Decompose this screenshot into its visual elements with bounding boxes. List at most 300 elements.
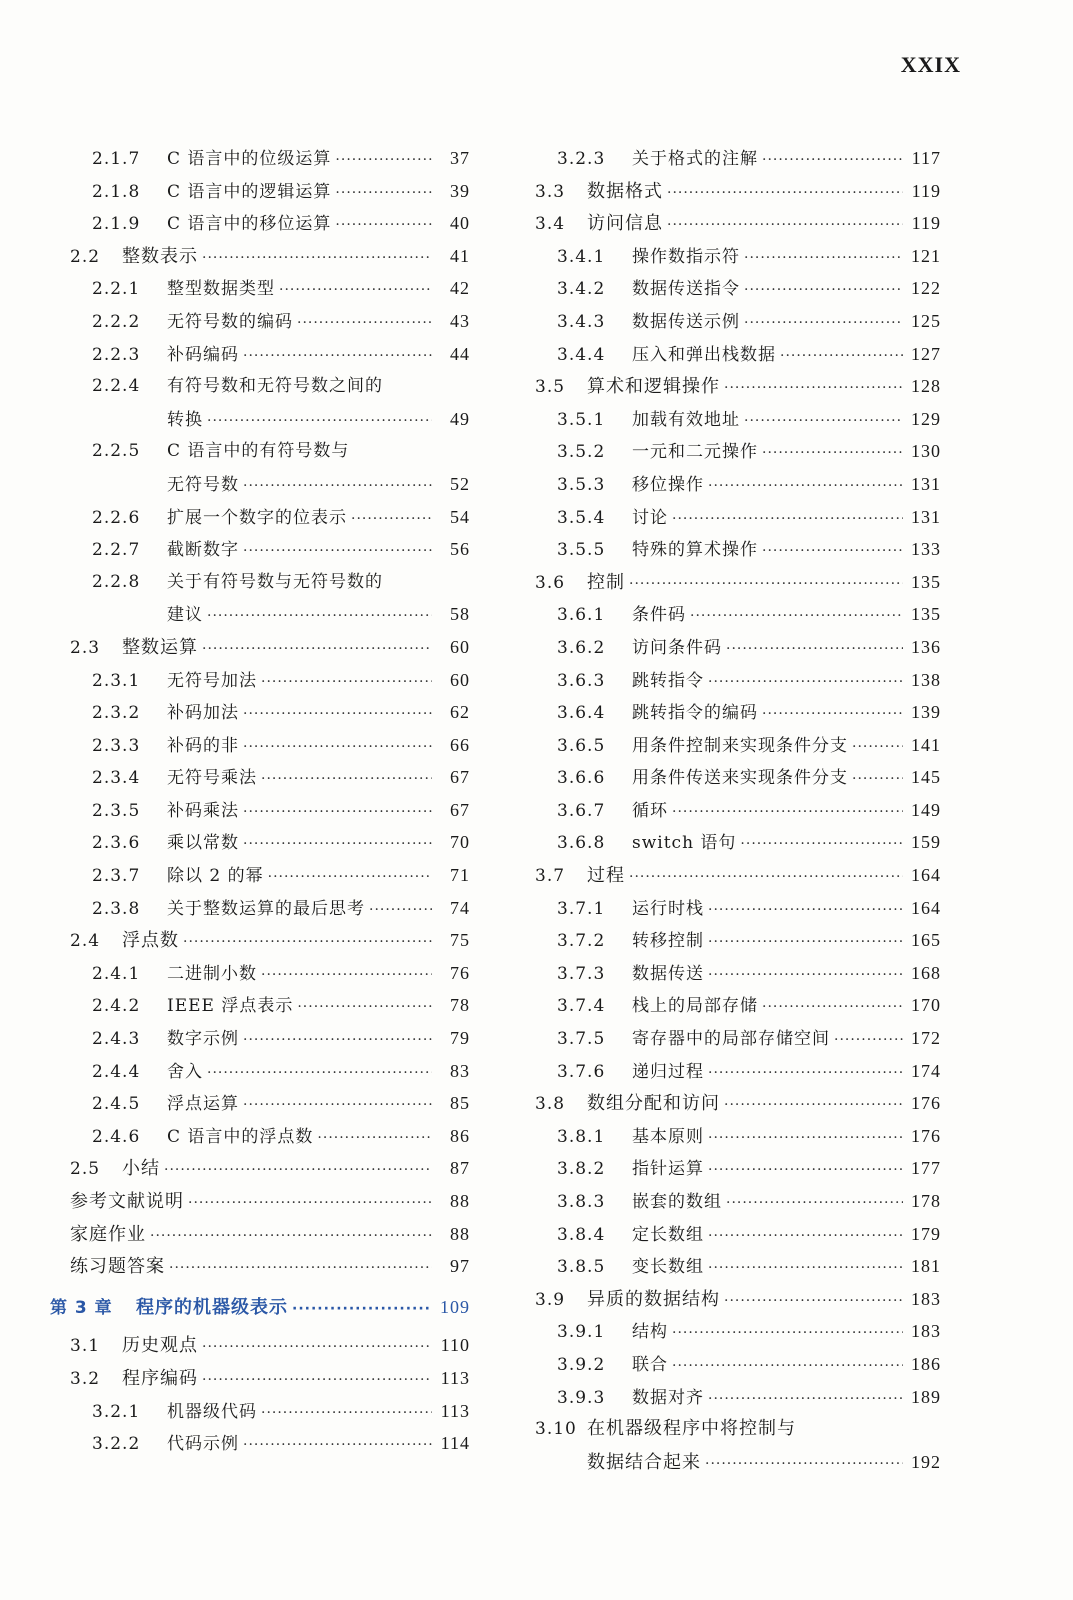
section-number: 2.2.2 [92,311,141,332]
section-title: C 语言中的浮点数 [167,1126,314,1147]
toc-entry[interactable] [70,1022,470,1055]
dot-leader [667,177,903,210]
page-ref: 87 [450,1158,470,1179]
dot-leader [335,144,432,177]
page-ref: 139 [911,702,941,723]
toc-entry[interactable] [535,859,941,892]
page-ref: 192 [911,1451,941,1472]
toc-entry[interactable] [70,240,470,273]
toc-entry[interactable] [535,761,941,794]
section-title: 操作数指示符 [632,246,740,267]
toc-entry[interactable] [535,533,941,566]
dot-leader [243,1024,432,1057]
toc-entry[interactable] [70,664,470,697]
section-title: C 语言中的移位运算 [167,214,332,235]
toc-entry[interactable] [535,305,941,338]
section-number: 2.4.5 [92,1094,141,1115]
section-title: 无符号数 [167,474,239,495]
section-title: 参考文献说明 [70,1191,184,1212]
dot-leader [243,1429,432,1462]
toc-entry[interactable] [70,696,470,729]
toc-entry[interactable] [70,826,470,859]
page-ref: 97 [450,1256,470,1277]
page-ref: 127 [911,343,941,364]
page-ref: 43 [450,310,470,331]
toc-entry[interactable] [535,729,941,762]
section-title: 算术和逻辑操作 [587,376,720,398]
section-title: 历史观点 [122,1335,198,1357]
page-ref: 133 [911,539,941,560]
section-number: 3.6 [535,572,566,593]
dot-leader [243,828,432,861]
section-title: 用条件控制来实现条件分支 [632,735,848,756]
dot-leader [169,1252,432,1285]
toc-entry[interactable] [535,1120,941,1153]
section-number: 2.4.4 [92,1061,141,1082]
section-title: C 语言中的逻辑运算 [167,181,332,202]
dot-leader [705,1448,903,1481]
section-title: 整数运算 [122,636,198,658]
section-number: 3.7.5 [557,1029,606,1050]
section-title: 程序编码 [122,1367,198,1389]
section-number: 3.9.1 [557,1322,606,1343]
section-title: 用条件传送来实现条件分支 [632,768,848,789]
page-ref: 121 [911,245,941,266]
section-title: 一元和二元操作 [632,442,758,463]
section-number: 3.8.3 [557,1192,606,1212]
section-number: 3.4.1 [557,246,606,267]
toc-entry[interactable] [70,566,470,599]
page-ref: 113 [440,1367,470,1388]
section-number: 2.3 [70,637,101,658]
section-number: 2.3.7 [92,866,141,887]
section-title: 指针运算 [632,1159,704,1180]
page-number: XXIX [900,52,961,77]
section-title: 访问信息 [587,213,663,235]
page-ref: 129 [911,408,941,429]
section-number: 3.6.6 [557,768,606,789]
dot-leader [202,242,432,275]
dot-leader [708,1057,903,1090]
dot-leader [207,1057,432,1090]
section-number: 3.4.4 [557,344,606,365]
section-number: 2.2.6 [92,507,141,528]
page-ref: 128 [911,376,941,397]
section-title: 递归过程 [632,1061,704,1082]
section-title: 整数表示 [122,245,198,267]
section-title: C 语言中的有符号数与 [167,441,350,462]
toc-entry[interactable] [70,859,470,892]
section-title: 加载有效地址 [632,409,740,430]
section-number: 2.2.4 [92,376,141,397]
section-title: 关于整数运算的最后思考 [167,898,365,919]
toc-entry[interactable] [70,468,470,501]
toc-entry[interactable] [70,598,470,631]
toc-entry[interactable] [535,826,941,859]
section-number: 2.4.2 [92,996,141,1017]
section-title: 补码的非 [167,735,239,756]
section-number: 2.3.3 [92,735,141,756]
dot-leader [629,568,903,601]
toc-entry[interactable] [70,142,470,175]
toc-entry[interactable] [535,924,941,957]
toc-entry[interactable] [535,696,941,729]
page-ref: 79 [450,1028,470,1049]
toc-entry[interactable] [535,1022,941,1055]
page-ref: 135 [911,604,941,625]
toc-entry[interactable] [70,272,470,305]
section-number: 3.5.3 [557,474,606,495]
section-title: 浮点运算 [167,1094,239,1115]
page-ref: 172 [911,1028,941,1049]
page-ref: 66 [450,734,470,755]
section-number: 3.4 [535,214,566,235]
page-ref: 40 [450,213,470,234]
toc-entry[interactable] [70,403,470,436]
section-title: 补码乘法 [167,800,239,821]
section-number: 3.9.3 [557,1387,606,1408]
section-title: 移位操作 [632,474,704,495]
section-number: 3.7.3 [557,963,606,984]
section-title: 数据传送指令 [632,279,740,300]
section-number: 2.1.9 [92,214,141,235]
section-number: 3.7 [535,866,566,887]
toc-entry[interactable] [70,533,470,566]
section-number: 3.8.5 [557,1257,606,1278]
page-ref: 39 [450,180,470,201]
toc-entry[interactable] [535,794,941,827]
toc-entry[interactable] [70,370,470,403]
toc-entry[interactable] [70,729,470,762]
toc-entry[interactable] [70,1120,470,1153]
toc-entry[interactable] [70,1152,470,1185]
section-title: 定长数组 [632,1224,704,1245]
dot-leader [744,405,903,438]
toc-entry[interactable] [70,1087,470,1120]
dot-leader [672,1350,903,1383]
section-number: 3.8 [535,1094,566,1115]
toc-entry[interactable] [70,1427,470,1460]
toc-entry[interactable] [535,598,941,631]
dot-leader [667,209,903,242]
toc-entry[interactable] [535,892,941,925]
toc-entry[interactable] [535,957,941,990]
toc-entry[interactable] [70,1185,470,1218]
dot-leader [150,1220,432,1253]
page-ref: 164 [911,865,941,886]
section-title: 浮点数 [122,930,179,952]
section-title: 家庭作业 [70,1223,146,1245]
dot-leader [243,698,432,731]
section-title: 跳转指令的编码 [632,703,758,724]
section-number: 3.5.4 [557,507,606,528]
section-number: 3.2 [70,1368,101,1389]
section-title: 代码示例 [167,1434,239,1455]
toc-entry[interactable] [535,1185,941,1218]
section-number: 2.3.5 [92,800,141,821]
section-title: 数据格式 [587,180,663,202]
dot-leader [202,1331,432,1364]
dot-leader [261,959,432,992]
section-number: 3.3 [535,181,566,202]
toc-entry[interactable] [535,989,941,1022]
page-ref: 88 [450,1191,470,1211]
toc-entry[interactable] [70,892,470,925]
toc-entry[interactable] [535,272,941,305]
toc-entry[interactable] [535,566,941,599]
page-ref: 177 [911,1158,941,1179]
toc-entry[interactable] [70,761,470,794]
section-number: 2.3.4 [92,768,141,789]
page-ref: 130 [911,441,941,462]
toc-entry[interactable] [70,501,470,534]
section-number: 3.6.5 [557,735,606,756]
section-number: 2.3.1 [92,670,141,691]
toc-entry[interactable] [70,957,470,990]
toc-entry[interactable] [535,501,941,534]
section-number: 3.8.4 [557,1224,606,1245]
dot-leader [268,861,432,894]
dot-leader [762,144,903,177]
page-ref: 67 [450,799,470,820]
section-title: 截断数字 [167,540,239,561]
toc-entry[interactable] [535,1087,941,1120]
page-ref: 131 [911,473,941,494]
section-number: 3.5.5 [557,540,606,561]
toc-entry[interactable] [70,989,470,1022]
section-title: 练习题答案 [70,1256,165,1278]
section-number: 3.6.4 [557,703,606,724]
page-ref: 131 [911,506,941,527]
dot-leader [726,633,903,666]
section-number: 3.7.4 [557,996,606,1017]
section-title: 特殊的算术操作 [632,540,758,561]
dot-leader [164,1154,432,1187]
section-number: 2.2.1 [92,279,141,300]
page-ref: 49 [450,408,470,429]
toc-entry[interactable] [70,1395,470,1428]
section-title: 讨论 [632,507,668,528]
dot-leader [834,1024,903,1057]
toc-entry[interactable] [535,1283,941,1316]
section-number: 3.9 [535,1289,566,1310]
dot-leader [740,828,903,861]
toc-entry[interactable] [70,631,470,664]
page-ref: 37 [450,148,470,168]
page-ref: 78 [450,995,470,1016]
section-number: 2.4.1 [92,963,141,984]
page-ref: 119 [911,213,941,234]
toc-entry[interactable] [535,403,941,436]
dot-leader [261,763,432,796]
section-number: 3.6.8 [557,833,606,854]
dot-leader [292,1293,432,1326]
toc-entry[interactable] [535,1381,941,1414]
toc-entry[interactable] [535,1218,941,1251]
dot-leader [744,274,903,307]
page-ref: 83 [450,1060,470,1081]
dot-leader [261,666,432,699]
page-ref: 176 [911,1093,941,1114]
dot-leader [690,600,903,633]
page-ref: 60 [450,669,470,690]
dot-leader [297,307,432,340]
section-title: 控制 [587,571,625,593]
section-title: 数组分配和访问 [587,1093,720,1115]
toc-entry[interactable] [535,142,941,175]
page-ref: 75 [450,930,470,951]
dot-leader [351,503,432,536]
toc-entry[interactable] [70,924,470,957]
section-title: 乘以常数 [167,833,239,854]
toc-entry[interactable] [535,338,941,371]
section-number: 3.2.2 [92,1434,141,1455]
dot-leader [317,1122,432,1155]
toc-entry[interactable] [70,175,470,208]
section-number: 2.2.8 [92,571,141,592]
section-number: 3.1 [70,1336,101,1357]
section-title: 数据传送示例 [632,311,740,332]
page-ref: 76 [450,962,470,983]
dot-leader [762,535,903,568]
page-ref: 122 [911,278,941,299]
section-title: 有符号数和无符号数之间的 [167,376,383,397]
dot-leader [243,535,432,568]
section-title: 数字示例 [167,1029,239,1050]
section-number: 3.6.2 [557,637,606,658]
page-ref: 183 [911,1288,941,1309]
section-title: 访问条件码 [632,637,722,658]
toc-entry[interactable] [535,664,941,697]
dot-leader [708,1220,903,1253]
dot-leader [708,1252,903,1285]
page-ref: 168 [911,962,941,983]
toc-entry[interactable] [535,207,941,240]
dot-leader [762,437,903,470]
dot-leader [708,1154,903,1187]
section-title: 补码加法 [167,703,239,724]
toc-entry[interactable] [70,1250,470,1283]
dot-leader [708,1122,903,1155]
section-title: 过程 [587,865,625,887]
section-title: C 语言中的位级运算 [167,149,332,169]
toc-entry[interactable] [70,338,470,371]
section-number: 3.4.2 [557,279,606,300]
page-ref: 86 [450,1125,470,1146]
toc-chapter-heading[interactable] [50,1291,470,1324]
section-number: 2.3.6 [92,833,141,854]
dot-leader [202,633,432,666]
page-ref: 114 [440,1433,470,1454]
toc-entry[interactable] [70,1055,470,1088]
section-number: 2.1.7 [92,149,141,169]
section-title: 补码编码 [167,344,239,365]
toc-entry[interactable] [535,435,941,468]
section-title: 压入和弹出栈数据 [632,344,776,365]
section-number: 3.5 [535,377,566,398]
page-ref: 135 [911,571,941,592]
toc-entry[interactable] [535,1152,941,1185]
dot-leader [335,177,432,210]
section-title: 栈上的局部存储 [632,996,758,1017]
page-ref: 164 [911,897,941,918]
page-ref: 54 [450,506,470,527]
section-title: 基本原则 [632,1126,704,1147]
section-title: 循环 [632,800,668,821]
section-title: 关于有符号数与无符号数的 [167,571,383,592]
page-ref: 62 [450,702,470,723]
dot-leader [780,340,903,373]
dot-leader [852,763,903,796]
page-ref: 88 [450,1223,470,1244]
section-number: 3.10 [535,1419,577,1440]
section-number: 3.6.3 [557,670,606,691]
dot-leader [672,1317,903,1350]
page-ref: 52 [450,473,470,494]
toc-entry[interactable] [535,631,941,664]
toc-entry[interactable] [70,1329,470,1362]
section-number: 2.4 [70,931,101,952]
page-ref: 181 [911,1256,941,1277]
section-title: 跳转指令 [632,670,704,691]
toc-entry[interactable] [70,305,470,338]
toc-entry[interactable] [535,1055,941,1088]
section-number: 3.7.6 [557,1061,606,1082]
toc-entry[interactable] [70,435,470,468]
section-title: 无符号乘法 [167,768,257,789]
toc-entry[interactable] [535,1348,941,1381]
toc-entry[interactable] [535,1315,941,1348]
dot-leader [708,959,903,992]
section-title: 运行时栈 [632,898,704,919]
section-number: 2.5 [70,1159,101,1180]
dot-leader [207,600,432,633]
section-number: 2.2.3 [92,344,141,365]
dot-leader [708,470,903,503]
toc-entry[interactable] [535,468,941,501]
page-ref: 74 [450,897,470,918]
toc-entry[interactable] [535,1446,941,1479]
page-ref: 189 [911,1386,941,1407]
toc-entry[interactable] [70,1362,470,1395]
page-ref: 178 [911,1191,941,1211]
section-title: 结构 [632,1322,668,1343]
section-title: 条件码 [632,605,686,626]
toc-entry[interactable] [70,207,470,240]
section-title: 建议 [167,605,203,626]
section-title: 小结 [122,1158,160,1180]
toc-entry[interactable] [535,1250,941,1283]
toc-entry[interactable] [535,370,941,403]
dot-leader [188,1187,432,1220]
section-title: switch 语句 [632,833,737,854]
toc-entry[interactable] [535,1413,941,1446]
toc-entry[interactable] [70,794,470,827]
dot-leader [708,1383,903,1416]
toc-entry[interactable] [535,240,941,273]
page-ref: 67 [450,767,470,788]
section-title: 除以 2 的幂 [167,866,264,887]
toc-entry[interactable] [535,175,941,208]
section-title: 嵌套的数组 [632,1192,722,1212]
page-ref: 186 [911,1353,941,1374]
dot-leader [369,894,432,927]
page-ref: 110 [440,1335,470,1356]
page-ref: 145 [911,767,941,788]
toc-entry[interactable] [70,1218,470,1251]
section-number: 2.4.3 [92,1029,141,1050]
section-number: 2.4.6 [92,1126,141,1147]
